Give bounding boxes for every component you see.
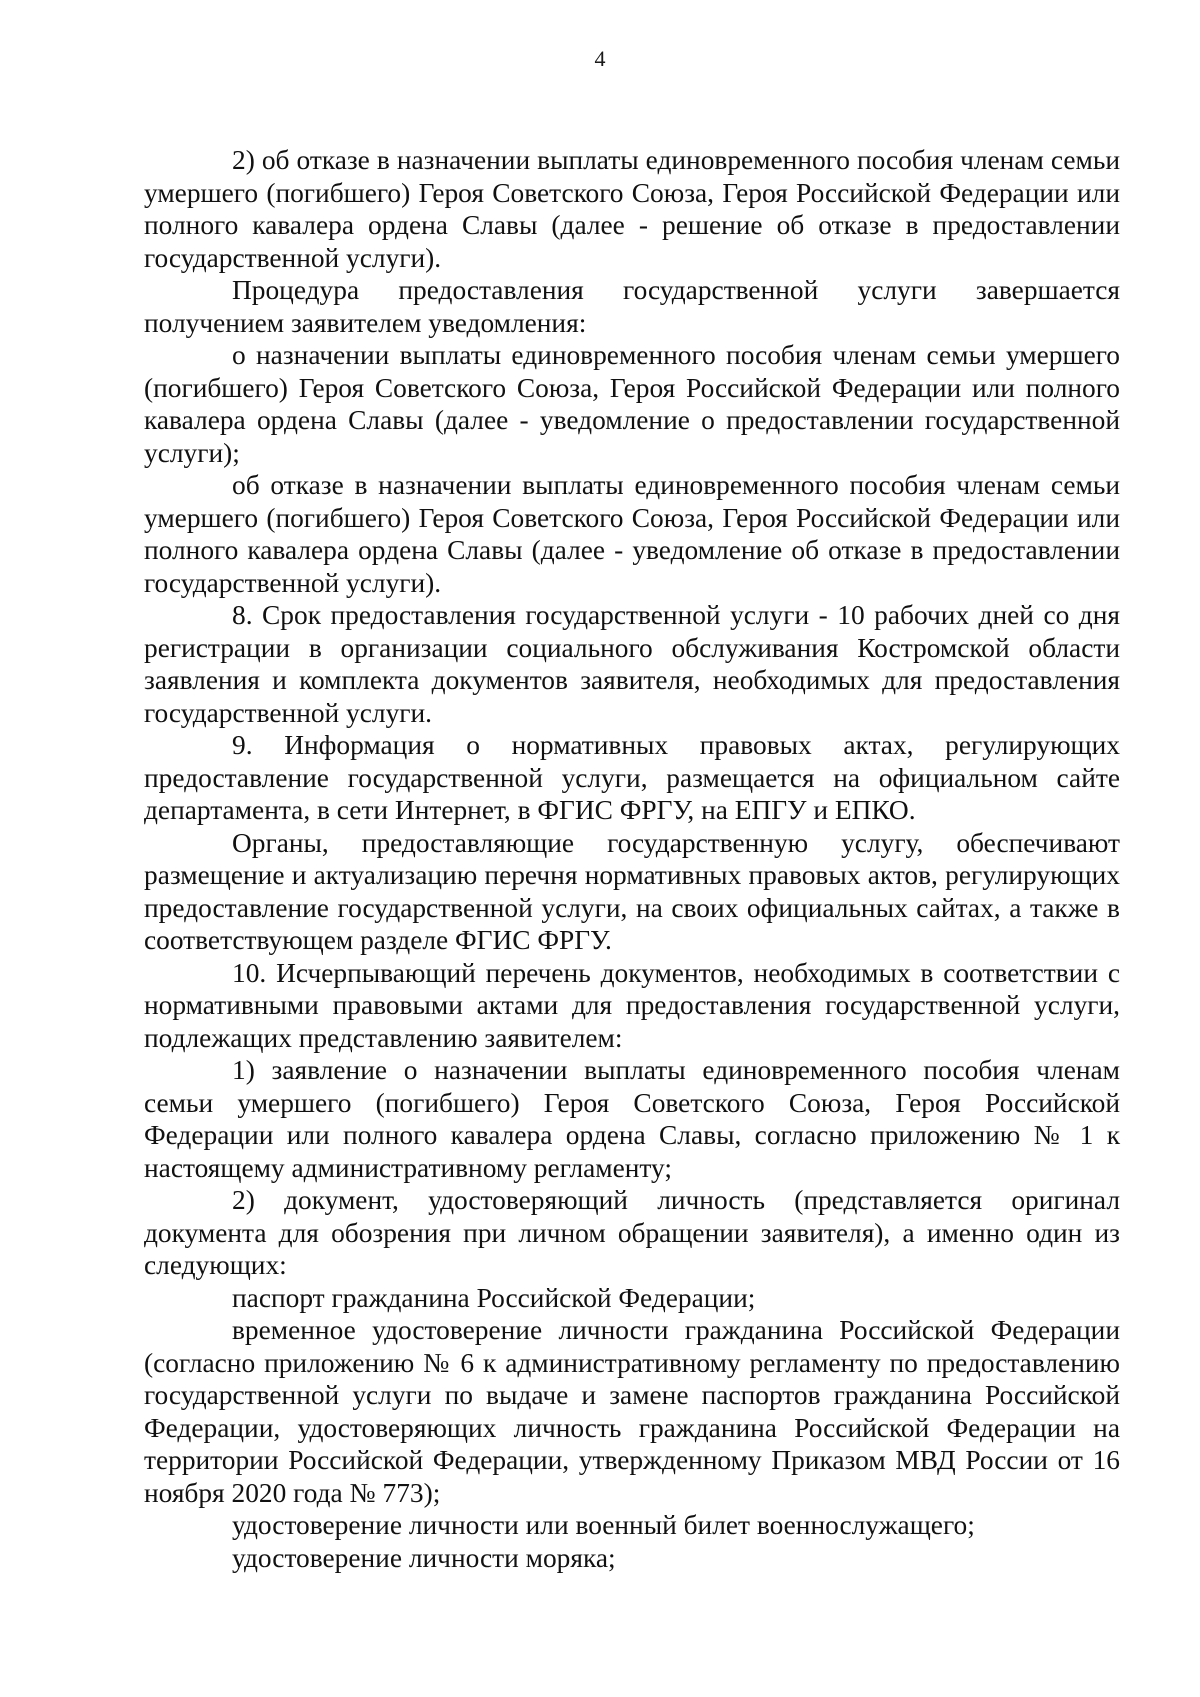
paragraph-passport: паспорт гражданина Российской Федерации; xyxy=(232,1282,756,1313)
paragraph-notice-refusal: об отказе в назначении выплаты единовременного пособия членам семьи умершего (погибшего) Героя Советского Союза, Героя Российской Федерации или полного кавалера ордена Славы (далее - уведомление об отказе в предоставлении государственной услуги). xyxy=(144,470,1120,598)
paragraph-military-id: удостоверение личности или военный билет военнослужащего; xyxy=(232,1510,975,1540)
paragraph-authorities: Органы, предоставляющие государственную услугу, обеспечивают размещение и актуализацию перечня нормативных правовых актов, регулирующих предоставление государственной услуги, на своих официальных сайтах, а также в соответствующем разделе ФГИС ФРГУ. xyxy=(144,827,1120,955)
document-body xyxy=(144,144,1120,1574)
paragraph-application: 1) заявление о назначении выплаты единовременного пособия членам семьи умершего (погибшего) Героя Советского Союза, Героя Российской Федерации или полного кавалера ордена Славы, согласно приложению № 1 к настоящему административному регламенту; xyxy=(144,1055,1120,1183)
paragraph-item-8: 8. Срок предоставления государственной услуги - 10 рабочих дней со дня регистрации в организации социального обслуживания Костромской области заявления и комплекта документов заявителя, необходимых для предоставления государственной услуги. xyxy=(144,600,1120,728)
paragraph-procedure-completion: Процедура предоставления государственной услуги завершается получением заявителем уведомления: xyxy=(144,275,1120,338)
paragraph-temporary-id: временное удостоверение личности гражданина Российской Федерации (согласно приложению № 6 к административному регламенту по предоставлению государственной услуги по выдаче и замене паспортов гражданина Российской Федерации, удостоверяющих личность гражданина Российской Федерации на территории Российской Федерации, утвержденному Приказом МВД России от 16 ноября 2020 года № 773); xyxy=(144,1315,1120,1508)
paragraph-identity-document: 2) документ, удостоверяющий личность (представляется оригинал документа для обозрения при личном обращении заявителя), а именно один из следующих: xyxy=(144,1185,1120,1280)
paragraph-decision-refusal: 2) об отказе в назначении выплаты единовременного пособия членам семьи умершего (погибшего) Героя Советского Союза, Героя Российской Федерации или полного кавалера ордена Славы (далее - решение об отказе в предоставлении государственной услуги). xyxy=(144,145,1120,273)
paragraph-item-10: 10. Исчерпывающий перечень документов, необходимых в соответствии с нормативными правовыми актами для предоставления государственной услуги, подлежащих представлению заявителем: xyxy=(144,957,1120,1053)
page-number: 4 xyxy=(594,46,606,71)
paragraph-item-9: 9. Информация о нормативных правовых актах, регулирующих предоставление государственной услуги, размещается на официальном сайте департамента, в сети Интернет, в ФГИС ФРГУ, на ЕПГУ и ЕПКО. xyxy=(144,730,1120,825)
paragraph-seaman-id: удостоверение личности моряка; xyxy=(232,1542,616,1573)
paragraph-notice-granting: о назначении выплаты единовременного пособия членам семьи умершего (погибшего) Героя Советского Союза, Героя Российской Федерации или полного кавалера ордена Славы (далее - уведомление о предоставлении государственной услуги); xyxy=(144,340,1120,468)
